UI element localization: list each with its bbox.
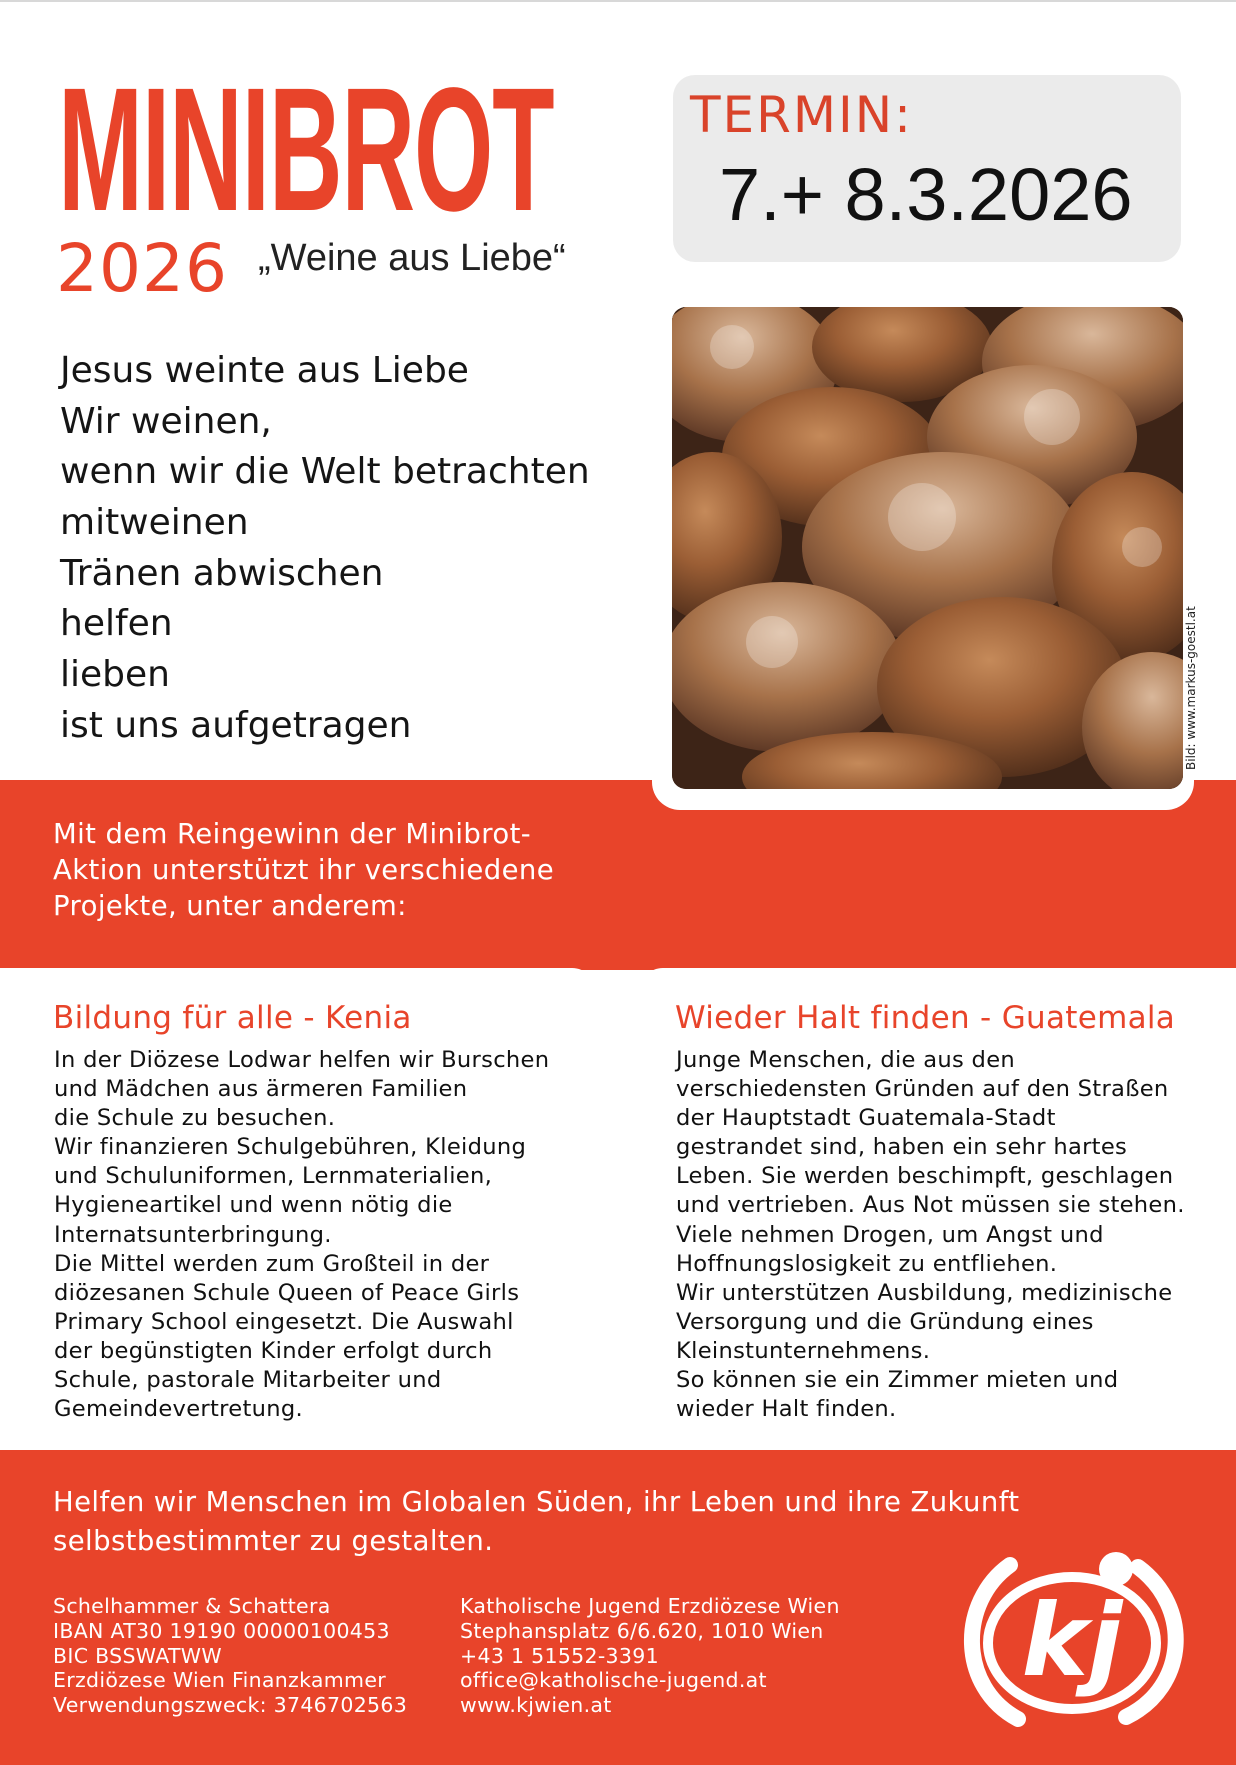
bank-line: Schelhammer & Schattera (53, 1594, 331, 1618)
intro-text: Mit dem Reingewinn der Minibrot-Aktion unterstützt ihr verschiedene Projekte, unter anderem: (53, 818, 555, 922)
poster-year: 2026 (56, 230, 228, 307)
termin-date: 7.+ 8.3.2026 (719, 153, 1133, 236)
website-link[interactable]: www.kjwien.at (460, 1693, 612, 1718)
email-link[interactable]: office@katholische-jugend.at (460, 1668, 767, 1693)
bank-line: IBAN AT30 19190 00000100453 (53, 1618, 390, 1643)
poem-line: Tränen abwischen (60, 552, 384, 594)
svg-text:kj: kj (1021, 1582, 1123, 1699)
poem-line: Jesus weinte aus Liebe (60, 350, 469, 391)
project-title: Bildung für alle - Kenia (53, 1000, 412, 1036)
poster-motto: „Weine aus Liebe“ (258, 237, 566, 279)
postal-address: Stephansplatz 6/6.620, 1010 Wien (460, 1618, 824, 1643)
poem-line: Wir weinen, (60, 400, 272, 442)
termin-label: TERMIN: (690, 86, 914, 144)
org-name: Katholische Jugend Erzdiözese Wien (460, 1594, 840, 1618)
top-rule (0, 0, 1236, 2)
project-card-guatemala (639, 968, 1236, 1450)
bread-rolls-photo (672, 307, 1183, 789)
bank-line: BIC BSSWATWW (53, 1643, 222, 1668)
poem-line: ist uns aufgetragen (60, 704, 412, 746)
project-body: Junge Menschen, die aus den verschiedensten Gründen auf den Straßen der Hauptstadt Guatemala-Stadt gestrandet sind, haben ein sehr hartes Leben. Sie werden beschimpft, geschlagen und vertrieben. Aus Not müssen sie stehen. Viele nehmen Drogen, um Angst und Hoffnungslosigkeit zu entfliehen. Wir unterstützen Ausbildung, medizinische Versorgung und die Gründung eines Kleinstunternehmens. So können sie ein Zimmer mieten und wieder Halt finden. (676, 1047, 1185, 1423)
termin-box (673, 75, 1181, 262)
contact-details (460, 1594, 840, 1718)
bank-line: Erzdiözese Wien Finanzkammer (53, 1668, 386, 1693)
phone-number: +43 1 51552-3391 (460, 1643, 659, 1668)
poem-line: helfen (60, 603, 173, 645)
closing-text: Helfen wir Menschen im Globalen Süden, ihr Leben und ihre Zukunft selbstbestimmter zu gestalten. (53, 1486, 1020, 1557)
poster-title: MINIBROT (58, 52, 554, 248)
bank-details (53, 1594, 407, 1718)
kj-logo (948, 1547, 1196, 1733)
poem-line: wenn wir die Welt betrachten (60, 451, 590, 493)
bank-line: Verwendungszweck: 3746702563 (53, 1693, 408, 1718)
poem-line: lieben (60, 654, 170, 696)
project-card-kenia (0, 968, 596, 1450)
project-body: In der Diözese Lodwar helfen wir Burschen und Mädchen aus ärmeren Familien die Schule zu besuchen. Wir finanzieren Schulgebühren, Kleidung und Schuluniformen, Lernmaterialien, Hygieneartikel und wenn nötig die Internatsunterbringung. Die Mittel werden zum Großteil in der diözesanen Schule Queen of Peace Girls Primary School eingesetzt. Die Auswahl der begünstigten Kinder erfolgt durch Schule, pastorale Mitarbeiter und Gemeindevertretung. (54, 1047, 550, 1423)
poem-line: mitweinen (60, 502, 249, 544)
poem (60, 346, 590, 752)
project-title: Wieder Halt finden - Guatemala (675, 1000, 1176, 1036)
